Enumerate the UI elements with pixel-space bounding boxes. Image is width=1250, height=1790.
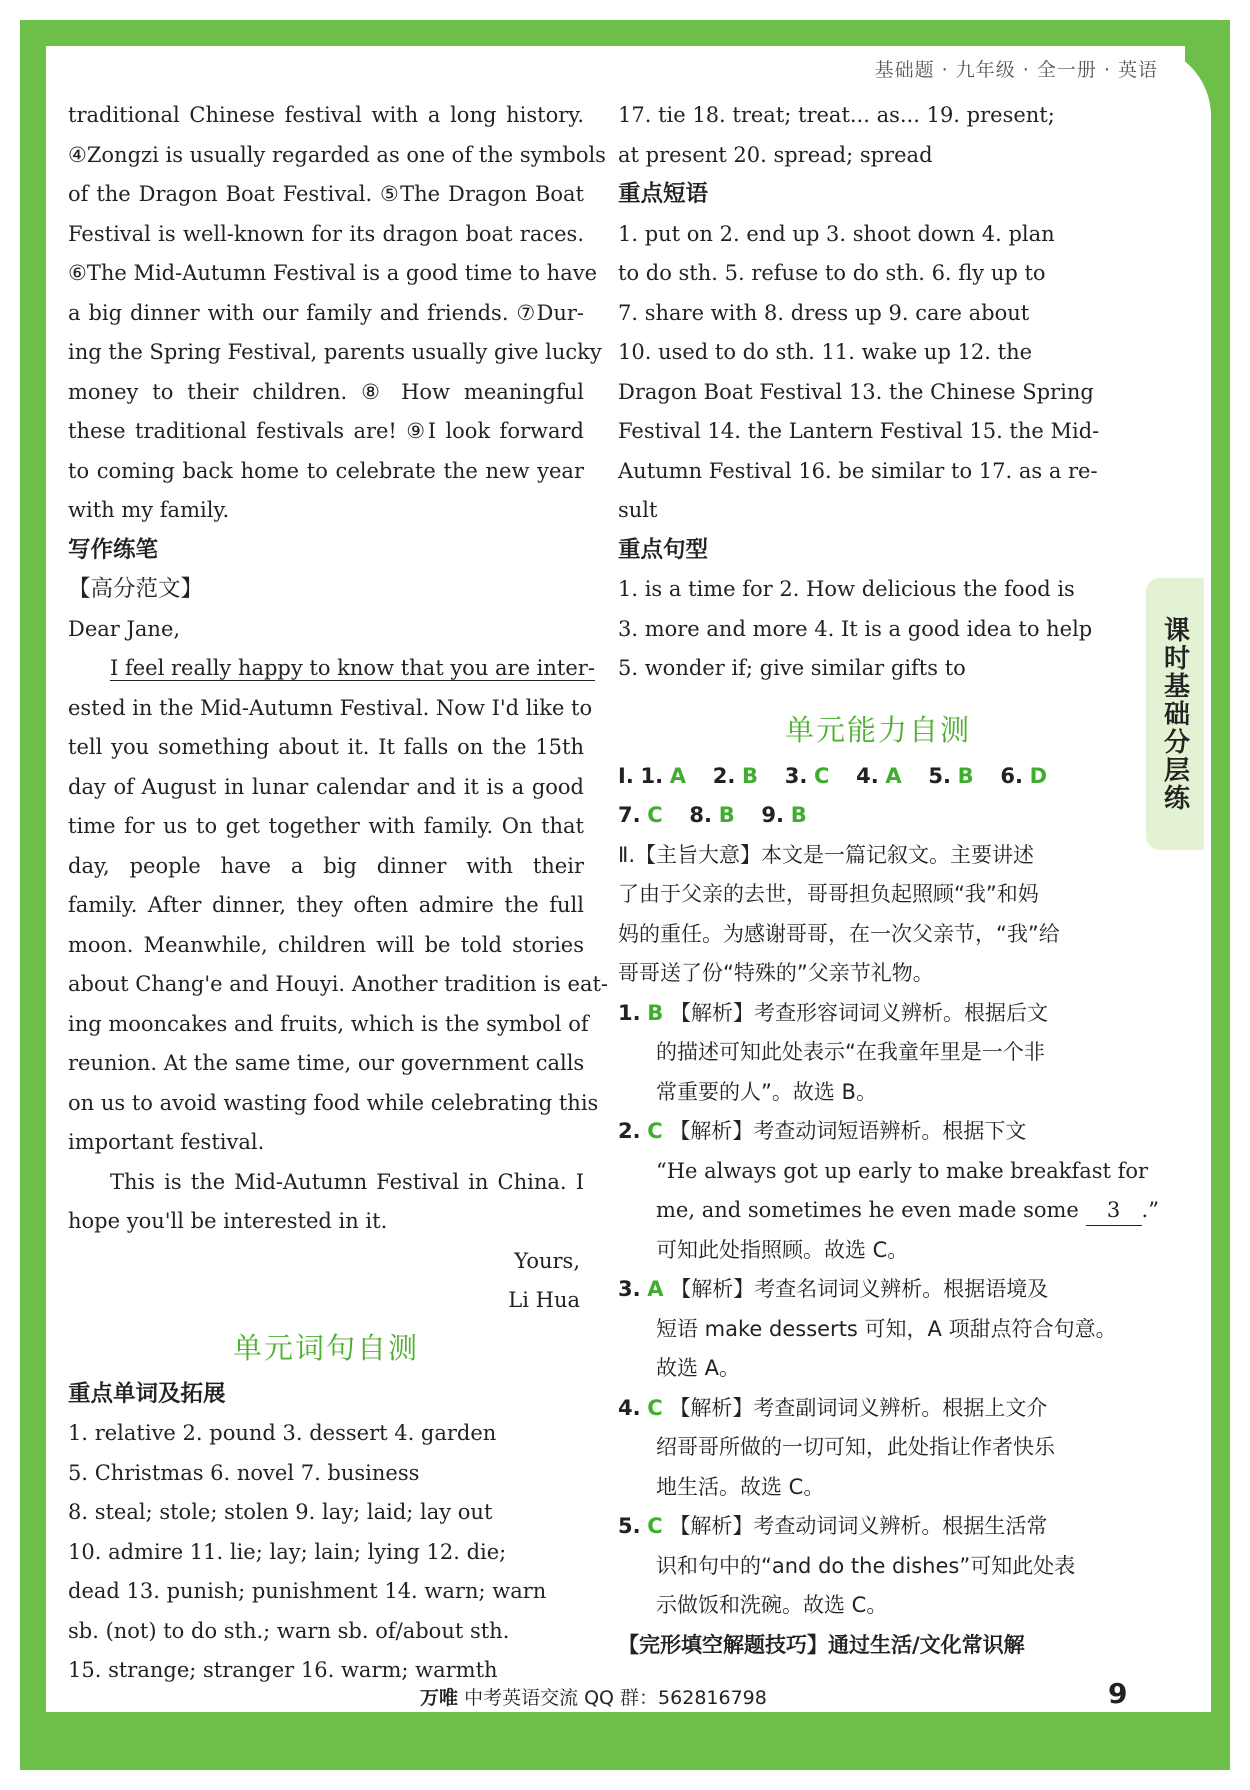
- essay-line: traditional Chinese festival with a long history.: [68, 103, 584, 127]
- q3-number: 3.: [618, 1277, 641, 1301]
- letter-closing: Yours,: [514, 1248, 580, 1273]
- mc-answer: C: [647, 803, 663, 827]
- mc-number: 5.: [928, 763, 951, 788]
- q2-text: .”: [1141, 1198, 1159, 1222]
- q4-line: [618, 1389, 1138, 1429]
- letter-line: moon. Meanwhile, children will be told stories: [68, 932, 584, 957]
- phrase-line: 7. share with 8. dress up 9. care about: [618, 300, 1030, 325]
- mc-answer: B: [957, 763, 974, 788]
- q5-line: [618, 1507, 1138, 1547]
- letter-line: important festival.: [68, 1130, 265, 1154]
- q1-line: 常重要的人”。故选 B。: [656, 1079, 877, 1104]
- q5-text: 【解析】考查动词词义辨析。根据生活常: [669, 1514, 1048, 1538]
- mc-number: 2.: [712, 763, 736, 788]
- vocab-line: 15. strange; stranger 16. warm; warmth: [68, 1658, 498, 1682]
- left-column: [68, 96, 609, 1691]
- patterns-heading: 重点句型: [618, 536, 709, 563]
- essay-line: ing the Spring Festival, parents usually give lucky: [68, 340, 602, 364]
- letter-salutation: Dear Jane,: [68, 616, 181, 641]
- mc-number: 3.: [784, 763, 808, 788]
- mc-number: 4.: [856, 763, 879, 788]
- q2-blank: 3: [1086, 1195, 1142, 1226]
- essay-line: ⑥The Mid-Autumn Festival is a good time to have: [68, 261, 598, 285]
- side-tab: [1146, 578, 1204, 850]
- model-essay-label: 【高分范文】: [68, 576, 204, 602]
- letter-line: time for us to get together with family. On that: [68, 814, 584, 838]
- q2-answer: C: [647, 1119, 663, 1143]
- phrase-line: to do sth. 5. refuse to do sth. 6. fly up to: [618, 261, 1046, 285]
- essay-line: Festival is well-known for its dragon boat races.: [68, 221, 584, 246]
- letter-line: family. After dinner, they often admire the full: [68, 893, 584, 917]
- footer-brand: 万唯: [420, 1687, 459, 1709]
- mc-answer: B: [742, 763, 759, 788]
- phrases-heading: 重点短语: [618, 181, 709, 207]
- vocab-line: at present 20. spread; spread: [618, 142, 933, 167]
- vocab-line: 1. relative 2. pound 3. dessert 4. garden: [68, 1421, 497, 1445]
- vocab-heading: 重点单词及拓展: [68, 1380, 226, 1407]
- q2-text: me, and sometimes he even made some: [656, 1198, 1079, 1222]
- letter-line: day of August in lunar calendar and it is a good: [68, 774, 584, 799]
- side-tab-label: 课时基础分层练: [1159, 616, 1190, 812]
- pattern-line: 1. is a time for 2. How delicious the food is: [618, 577, 1075, 601]
- q2-number: 2.: [618, 1119, 641, 1143]
- essay-line: a big dinner with our family and friends. ⑦Dur-: [68, 300, 584, 325]
- letter-line: hope you'll be interested in it.: [68, 1209, 388, 1233]
- vocab-line: 8. steal; stole; stolen 9. lay; laid; lay out: [68, 1500, 493, 1524]
- page-number: 9: [1108, 1677, 1128, 1710]
- essay-line: with my family.: [68, 498, 230, 522]
- cloze-tip-line: 【完形填空解题技巧】通过生活/文化常识解: [618, 1632, 1025, 1657]
- q2-line: [618, 1191, 1159, 1231]
- q1-answer: B: [647, 1000, 664, 1025]
- letter-line: about Chang'e and Houyi. Another tradition is eat-: [68, 972, 609, 996]
- letter-line: This is the Mid-Autumn Festival in China. I: [110, 1169, 584, 1194]
- vocab-line: 17. tie 18. treat; treat... as... 19. present;: [618, 103, 1055, 127]
- essay-line: of the Dragon Boat Festival. ⑤The Dragon Boat: [68, 182, 584, 206]
- mc-answer: B: [718, 803, 735, 827]
- q1-text: 【解析】考查形容词词义辨析。根据后文: [669, 1000, 1048, 1025]
- mc-answer: A: [885, 763, 902, 788]
- q2-line: [618, 1112, 1138, 1152]
- mc-answers-row-1: [618, 757, 1138, 797]
- page-footer: [420, 1683, 767, 1710]
- letter-signature: Li Hua: [508, 1288, 580, 1312]
- q4-text: 【解析】考查副词词义辨析。根据上文介: [669, 1395, 1048, 1420]
- footer-text: 中考英语交流 QQ 群：562816798: [464, 1687, 767, 1709]
- letter-line: ested in the Mid-Autumn Festival. Now I'd like to: [68, 695, 593, 720]
- q1-line: [618, 994, 1138, 1034]
- q3-answer: A: [647, 1277, 664, 1301]
- letter-line: on us to avoid wasting food while celebrating this: [68, 1090, 599, 1115]
- q4-number: 4.: [618, 1395, 641, 1420]
- pattern-line: 5. wonder if; give similar gifts to: [618, 656, 966, 680]
- q5-line: 识和句中的“and do the dishes”可知此处表: [656, 1553, 1076, 1578]
- mc-prefix: Ⅰ.: [618, 763, 634, 788]
- q5-number: 5.: [618, 1514, 641, 1538]
- mc-number: 8.: [689, 803, 712, 827]
- mc-answer: B: [790, 803, 807, 827]
- vocab-line: 10. admire 11. lie; lay; lain; lying 12. die;: [68, 1539, 507, 1564]
- part2-line: 哥哥送了份“特殊的”父亲节礼物。: [618, 961, 934, 985]
- q5-line: 示做饭和洗碗。故选 C。: [656, 1593, 888, 1617]
- mc-number: 9.: [761, 803, 784, 827]
- page-frame-top: [20, 20, 1230, 46]
- q4-line: 地生活。故选 C。: [656, 1474, 825, 1499]
- phrase-line: 10. used to do sth. 11. wake up 12. the: [618, 340, 1033, 364]
- vocab-line: 5. Christmas 6. novel 7. business: [68, 1460, 420, 1485]
- letter-line: reunion. At the same time, our government calls: [68, 1051, 585, 1075]
- q4-answer: C: [647, 1395, 663, 1420]
- phrase-line: Festival 14. the Lantern Festival 15. the Mid-: [618, 419, 1100, 443]
- mc-number: 6.: [1000, 763, 1023, 788]
- letter-line: I feel really happy to know that you are inter-: [110, 656, 595, 680]
- mc-answer: D: [1029, 763, 1048, 788]
- q5-answer: C: [647, 1514, 663, 1538]
- q1-line: 的描述可知此处表示“在我童年里是一个非: [656, 1040, 1045, 1064]
- mc-answer: A: [669, 763, 687, 788]
- q4-line: 绍哥哥所做的一切可知，此处指让作者快乐: [656, 1435, 1055, 1459]
- vocab-line: sb. (not) to do sth.; warn sb. of/about sth.: [68, 1618, 510, 1643]
- letter-line: ing mooncakes and fruits, which is the symbol of: [68, 1011, 589, 1036]
- unit-words-heading: 单元词句自测: [232, 1330, 419, 1365]
- page-frame-left: [20, 20, 46, 1770]
- mc-answers-row-2: [618, 796, 1138, 836]
- q3-line: 短语 make desserts 可知，A 项甜点符合句意。: [656, 1316, 1117, 1341]
- mc-number: 1.: [640, 763, 664, 788]
- mc-answer: C: [814, 763, 830, 788]
- essay-line: ④Zongzi is usually regarded as one of the symbols: [68, 142, 606, 167]
- page-frame-bottom: [20, 1712, 1230, 1770]
- q3-line: [618, 1270, 1138, 1310]
- pattern-line: 3. more and more 4. It is a good idea to help: [618, 616, 1093, 641]
- essay-line: these traditional festivals are! ⑨I look forward: [68, 419, 584, 443]
- phrase-line: Dragon Boat Festival 13. the Chinese Spring: [618, 379, 1094, 404]
- q2-text: 【解析】考查动词短语辨析。根据下文: [669, 1119, 1027, 1143]
- phrase-line: 1. put on 2. end up 3. shoot down 4. plan: [618, 221, 1055, 246]
- phrase-line: sult: [618, 498, 658, 522]
- essay-line: to coming back home to celebrate the new year: [68, 458, 584, 483]
- writing-heading: 写作练笔: [68, 536, 159, 563]
- part2-line: 妈的重任。为感谢哥哥，在一次父亲节，“我”给: [618, 921, 1060, 946]
- phrase-line: Autumn Festival 16. be similar to 17. as a re-: [618, 458, 1098, 483]
- right-column: [618, 96, 1159, 1665]
- ability-heading: 单元能力自测: [784, 712, 971, 747]
- letter-line: day, people have a big dinner with their: [68, 853, 584, 878]
- q2-line: 可知此处指照顾。故选 C。: [656, 1237, 909, 1262]
- part2-line: 了由于父亲的去世，哥哥担负起照顾“我”和妈: [618, 882, 1039, 906]
- letter-line: tell you something about it. It falls on the 15th: [68, 735, 584, 759]
- q1-number: 1.: [618, 1000, 641, 1025]
- q3-text: 【解析】考查名词词义辨析。根据语境及: [670, 1277, 1049, 1301]
- mc-number: 7.: [618, 803, 641, 827]
- part2-line: Ⅱ.【主旨大意】本文是一篇记叙文。主要讲述: [618, 842, 1035, 867]
- essay-line: money to their children. ⑧ How meaningful: [68, 379, 584, 404]
- vocab-line: dead 13. punish; punishment 14. warn; warn: [68, 1579, 547, 1603]
- q2-line: “He always got up early to make breakfast for: [656, 1158, 1149, 1183]
- q3-line: 故选 A。: [656, 1356, 741, 1380]
- page-header-breadcrumb: 基础题 · 九年级 · 全一册 · 英语: [874, 59, 1158, 81]
